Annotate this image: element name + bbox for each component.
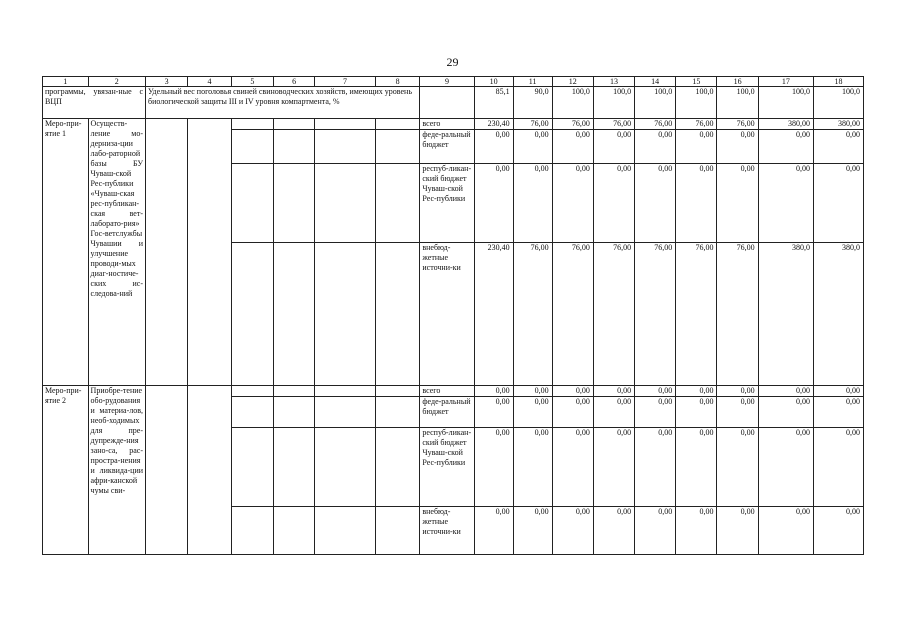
empty-cell (188, 386, 231, 555)
column-header: 3 (146, 77, 188, 87)
funding-value: 0,00 (552, 164, 593, 243)
empty-cell (231, 397, 273, 428)
funding-value: 0,00 (635, 428, 676, 507)
funding-value: 0,00 (717, 397, 758, 428)
funding-value: 0,00 (717, 130, 758, 164)
funding-value: 0,00 (813, 164, 863, 243)
funding-value: 0,00 (474, 386, 513, 397)
funding-value: 380,0 (813, 243, 863, 386)
funding-source: феде-ральный бюджет (420, 130, 474, 164)
funding-value: 0,00 (552, 507, 593, 555)
indicator-value: 100,0 (813, 87, 863, 119)
funding-value: 0,00 (813, 386, 863, 397)
funding-value: 0,00 (513, 397, 552, 428)
indicator-text: Удельный вес поголовья свиней свиноводческих хозяйств, имеющих уровень биологической защиты III и IV уровня компартмента, % (146, 87, 420, 119)
funding-value: 0,00 (813, 397, 863, 428)
column-header: 6 (273, 77, 314, 87)
funding-value: 0,00 (717, 386, 758, 397)
column-header: 4 (188, 77, 231, 87)
funding-value: 76,00 (676, 243, 717, 386)
column-header: 9 (420, 77, 474, 87)
funding-value: 0,00 (717, 507, 758, 555)
funding-value: 0,00 (676, 507, 717, 555)
funding-value: 0,00 (758, 507, 813, 555)
funding-value: 0,00 (552, 386, 593, 397)
column-header: 13 (593, 77, 634, 87)
empty-cell (315, 386, 376, 397)
indicator-value: 100,0 (758, 87, 813, 119)
empty-cell (188, 119, 231, 386)
empty-cell (146, 386, 188, 555)
funding-value: 76,00 (635, 243, 676, 386)
empty-cell (231, 507, 273, 555)
funding-value: 0,00 (513, 507, 552, 555)
funding-value: 380,00 (813, 119, 863, 130)
funding-value: 76,00 (635, 119, 676, 130)
empty-cell (231, 428, 273, 507)
indicator-value: 100,0 (593, 87, 634, 119)
column-number-row (43, 77, 864, 87)
indicator-value: 100,0 (676, 87, 717, 119)
funding-value: 0,00 (593, 397, 634, 428)
empty-cell (315, 397, 376, 428)
indicator-value: 100,0 (717, 87, 758, 119)
program-label: программы, увязан-ные с ВЦП (43, 87, 146, 119)
funding-value: 0,00 (813, 428, 863, 507)
funding-value: 0,00 (758, 386, 813, 397)
funding-value: 0,00 (676, 164, 717, 243)
indicator-value: 100,0 (635, 87, 676, 119)
empty-cell (315, 119, 376, 130)
funding-value: 0,00 (635, 164, 676, 243)
empty-cell (231, 130, 273, 164)
funding-value: 76,00 (593, 243, 634, 386)
empty-cell (375, 507, 419, 555)
funding-value: 0,00 (676, 428, 717, 507)
event-description: Осуществ-ление мо-дерниза-ции лабо-раторной базы БУ Чуваш-ской Рес-публики «Чуваш-ская рес-публикан-ская вет-лаборато-рия» Гос-ветслужбы Чувашии и улучшение проводи-мых диаг-ностиче-ских ис-следова-ний (88, 119, 145, 386)
funding-value: 0,00 (635, 397, 676, 428)
funding-source: респуб-ликан-ский бюджет Чуваш-ской Рес-публики (420, 164, 474, 243)
funding-value: 0,00 (758, 397, 813, 428)
empty-cell (315, 507, 376, 555)
funding-value: 76,00 (717, 119, 758, 130)
column-header: 18 (813, 77, 863, 87)
empty-cell (375, 164, 419, 243)
column-header: 15 (676, 77, 717, 87)
program-table (42, 76, 864, 555)
empty-cell (315, 164, 376, 243)
funding-value: 0,00 (513, 130, 552, 164)
funding-value: 76,00 (593, 119, 634, 130)
funding-value: 0,00 (593, 428, 634, 507)
empty-cell (375, 119, 419, 130)
column-header: 8 (375, 77, 419, 87)
funding-value: 76,00 (513, 243, 552, 386)
source-row (43, 386, 864, 397)
funding-value: 0,00 (593, 130, 634, 164)
source-row (43, 119, 864, 130)
empty-cell (273, 386, 314, 397)
empty-cell (375, 130, 419, 164)
funding-value: 0,00 (513, 164, 552, 243)
empty-cell (273, 428, 314, 507)
column-header: 17 (758, 77, 813, 87)
empty-cell (231, 386, 273, 397)
empty-cell (231, 119, 273, 130)
empty-cell (273, 507, 314, 555)
funding-value: 0,00 (474, 428, 513, 507)
funding-value: 380,0 (758, 243, 813, 386)
event-label: Меро-при-ятие 2 (43, 386, 89, 555)
empty-cell (146, 119, 188, 386)
funding-value: 76,00 (513, 119, 552, 130)
column-header: 2 (88, 77, 145, 87)
column-header: 16 (717, 77, 758, 87)
empty-cell (375, 386, 419, 397)
funding-value: 0,00 (552, 428, 593, 507)
funding-value: 0,00 (813, 130, 863, 164)
funding-value: 0,00 (717, 428, 758, 507)
funding-value: 0,00 (758, 428, 813, 507)
empty-cell (315, 130, 376, 164)
funding-source: внебюд-жетные источни-ки (420, 507, 474, 555)
funding-source: всего (420, 386, 474, 397)
funding-value: 76,00 (552, 243, 593, 386)
page-number: 29 (446, 55, 459, 69)
funding-value: 0,00 (474, 130, 513, 164)
funding-source: респуб-ликан-ский бюджет Чуваш-ской Рес-публики (420, 428, 474, 507)
funding-value: 0,00 (635, 507, 676, 555)
funding-source: внебюд-жетные источни-ки (420, 243, 474, 386)
indicator-row (43, 87, 864, 119)
event-description: Приобре-тение обо-рудования и материа-лов, необ-ходимых для пре-дупрежде-ния зано-са, рас-простра-нения и ликвида-ции афри-канской чумы сви- (88, 386, 145, 555)
funding-value: 0,00 (676, 386, 717, 397)
funding-value: 0,00 (552, 130, 593, 164)
empty-cell (375, 428, 419, 507)
funding-value: 0,00 (593, 507, 634, 555)
indicator-value: 85,1 (474, 87, 513, 119)
empty-cell (273, 397, 314, 428)
column-header: 5 (231, 77, 273, 87)
funding-value: 0,00 (813, 507, 863, 555)
column-header: 14 (635, 77, 676, 87)
empty-cell (231, 243, 273, 386)
column-header: 11 (513, 77, 552, 87)
empty-cell (273, 119, 314, 130)
empty-cell (231, 164, 273, 243)
funding-value: 380,00 (758, 119, 813, 130)
funding-value: 0,00 (676, 130, 717, 164)
column-header: 12 (552, 77, 593, 87)
event-label: Меро-при-ятие 1 (43, 119, 89, 386)
funding-value: 0,00 (593, 164, 634, 243)
column-header: 7 (315, 77, 376, 87)
indicator-value: 100,0 (552, 87, 593, 119)
indicator-value: 90,0 (513, 87, 552, 119)
funding-source: всего (420, 119, 474, 130)
column-header: 1 (43, 77, 89, 87)
empty-cell (375, 243, 419, 386)
funding-value: 0,00 (676, 397, 717, 428)
funding-value: 76,00 (552, 119, 593, 130)
funding-value: 0,00 (635, 386, 676, 397)
funding-value: 0,00 (758, 130, 813, 164)
funding-value: 0,00 (513, 428, 552, 507)
funding-value: 230,40 (474, 243, 513, 386)
funding-value: 230,40 (474, 119, 513, 130)
empty-cell (315, 243, 376, 386)
funding-value: 0,00 (758, 164, 813, 243)
funding-value: 0,00 (717, 164, 758, 243)
empty-cell (420, 87, 474, 119)
funding-value: 0,00 (635, 130, 676, 164)
funding-value: 76,00 (717, 243, 758, 386)
funding-source: феде-ральный бюджет (420, 397, 474, 428)
empty-cell (375, 397, 419, 428)
empty-cell (273, 130, 314, 164)
funding-value: 0,00 (474, 164, 513, 243)
column-header: 10 (474, 77, 513, 87)
funding-value: 0,00 (474, 397, 513, 428)
empty-cell (315, 428, 376, 507)
funding-value: 0,00 (593, 386, 634, 397)
funding-value: 0,00 (513, 386, 552, 397)
funding-value: 0,00 (474, 507, 513, 555)
funding-value: 76,00 (676, 119, 717, 130)
funding-value: 0,00 (552, 397, 593, 428)
empty-cell (273, 243, 314, 386)
empty-cell (273, 164, 314, 243)
